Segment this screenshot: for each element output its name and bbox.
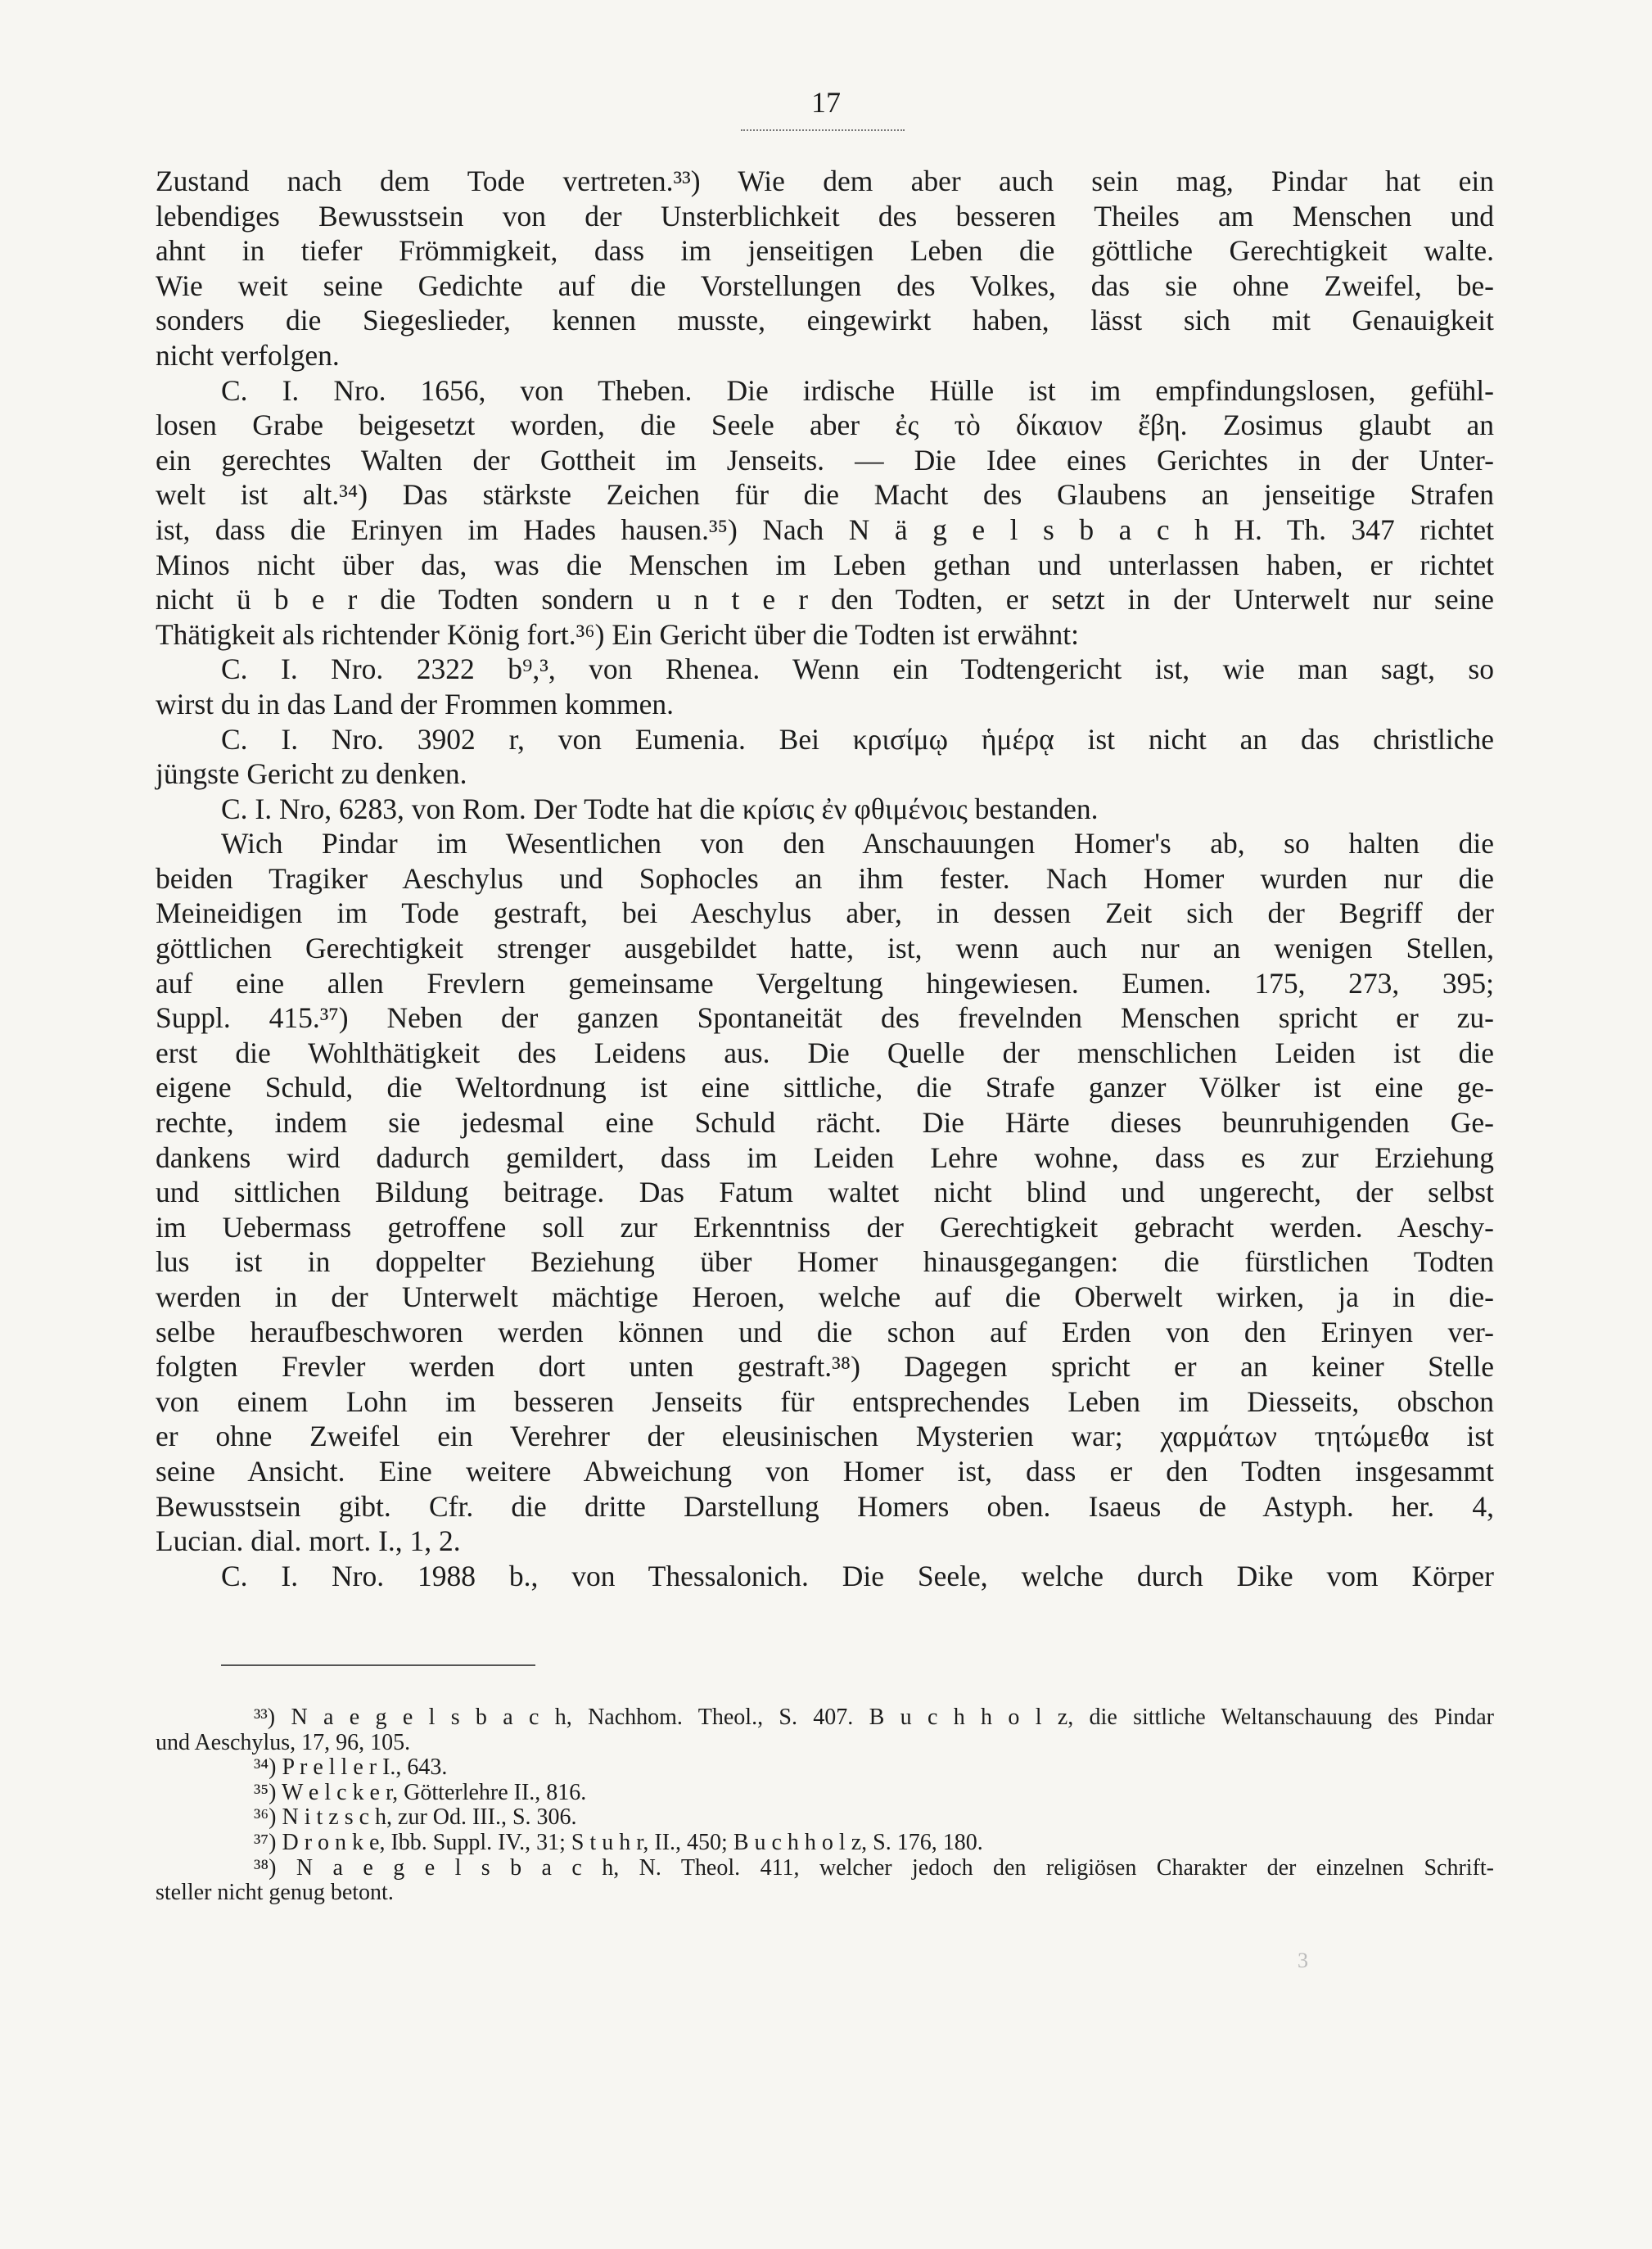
body-line: rechte, indem sie jedesmal eine Schuld rächt. Die Härte dieses beunruhigenden Ge- — [156, 1106, 1494, 1140]
footnote-line: ³⁵) W e l c k e r, Götterlehre II., 816. — [254, 1779, 587, 1805]
body-line: Suppl. 415.³⁷) Neben der ganzen Spontaneität des frevelnden Menschen spricht er zu- — [156, 1001, 1494, 1035]
corner-mark: 3 — [1298, 1949, 1308, 1972]
body-line: C. I. Nro, 6283, von Rom. Der Todte hat die κρίσις ἐν φθιμένοις bestanden. — [221, 792, 1099, 825]
body-line: werden in der Unterwelt mächtige Heroen, welche auf die Oberwelt wirken, ja in die- — [156, 1280, 1494, 1313]
body-line: auf eine allen Frevlern gemeinsame Vergeltung hingewiesen. Eumen. 175, 273, 395; — [156, 966, 1494, 1000]
body-line: Minos nicht über das, was die Menschen im Leben gethan und unterlassen haben, er richtet — [156, 548, 1494, 581]
body-line: erst die Wohlthätigkeit des Leidens aus. Die Quelle der menschlichen Leiden ist die — [156, 1036, 1494, 1069]
body-line: Wie weit seine Gedichte auf die Vorstellungen des Volkes, das sie ohne Zweifel, be- — [156, 269, 1494, 302]
body-line: selbe heraufbeschworen werden können und die schon auf Erden von den Erinyen ver- — [156, 1315, 1494, 1348]
footnote-line: ³⁷) D r o n k e, Ibb. Suppl. IV., 31; S t u h r, II., 450; B u c h h o l z, S. 176, 180. — [254, 1829, 983, 1855]
footnote-line: ³⁸) N a e g e l s b a c h, N. Theol. 411, welcher jedoch den religiösen Charakter der einzelnen Schrift- — [254, 1854, 1494, 1881]
body-line: seine Ansicht. Eine weitere Abweichung von Homer ist, dass er den Todten insgesammt — [156, 1454, 1494, 1488]
body-line: folgten Frevler werden dort unten gestraft.³⁸) Dagegen spricht er an keiner Stelle — [156, 1350, 1494, 1384]
body-line: C. I. Nro. 1656, von Theben. Die irdische Hülle ist im empfindungslosen, gefühl- — [221, 373, 1494, 407]
body-line: nicht ü b e r die Todten sondern u n t e r den Todten, er setzt in der Unterwelt nur seine — [156, 583, 1494, 616]
body-line: welt ist alt.³⁴) Das stärkste Zeichen für die Macht des Glaubens an jenseitige Strafen — [156, 478, 1494, 512]
body-line: lus ist in doppelter Beziehung über Homer hinausgegangen: die fürstlichen Todten — [156, 1245, 1494, 1279]
body-line: wirst du in das Land der Frommen kommen. — [156, 687, 674, 720]
body-line: dankens wird dadurch gemildert, dass im Leiden Lehre wohne, dass es zur Erziehung — [156, 1140, 1494, 1174]
body-line: Zustand nach dem Tode vertreten.³³) Wie dem aber auch sein mag, Pindar hat ein — [156, 165, 1494, 197]
footnote-line: steller nicht genug betont. — [156, 1880, 394, 1906]
body-line: Bewusstsein gibt. Cfr. die dritte Darstellung Homers oben. Isaeus de Astyph. her. 4, — [156, 1489, 1494, 1523]
body-line: C. I. Nro. 2322 b⁹,³, von Rhenea. Wenn ein Todtengericht ist, wie man sagt, so — [221, 653, 1494, 686]
body-text — [156, 164, 1494, 1593]
body-line: ahnt in tiefer Frömmigkeit, dass im jenseitigen Leben die göttliche Gerechtigkeit walte. — [156, 234, 1494, 268]
body-line: ein gerechtes Walten der Gottheit im Jenseits. — Die Idee eines Gerichtes in der Unter- — [156, 443, 1494, 476]
body-line: ist, dass die Erinyen im Hades hausen.³⁵) Nach N ä g e l s b a c h H. Th. 347 richtet — [156, 513, 1494, 546]
footnote-line: und Aeschylus, 17, 96, 105. — [156, 1729, 411, 1755]
body-line: und sittlichen Bildung beitrage. Das Fatum waltet nicht blind und ungerecht, der selbst — [156, 1176, 1494, 1209]
page-number: 17 — [811, 86, 841, 119]
body-line: beiden Tragiker Aeschylus und Sophocles an ihm fester. Nach Homer wurden nur die — [156, 861, 1494, 895]
body-line: jüngste Gericht zu denken. — [156, 757, 467, 791]
body-line: Wich Pindar im Wesentlichen von den Anschauungen Homer's ab, so halten die — [221, 827, 1494, 860]
footnote-line: ³⁴) P r e l l e r I., 643. — [254, 1754, 448, 1781]
body-line: er ohne Zweifel ein Verehrer der eleusinischen Mysterien war; χαρμάτων τητώμεθα ist — [156, 1420, 1494, 1453]
body-line: sonders die Siegeslieder, kennen musste, eingewirkt haben, lässt sich mit Genauigkeit — [156, 304, 1494, 337]
footnote-line: ³⁶) N i t z s c h, zur Od. III., S. 306. — [254, 1804, 577, 1831]
body-line: im Uebermass getroffene soll zur Erkenntniss der Gerechtigkeit gebracht werden. Aeschy- — [156, 1210, 1494, 1244]
body-line: Thätigkeit als richtender König fort.³⁶) Ein Gericht über die Todten ist erwähnt: — [156, 617, 1079, 651]
body-line: Meineidigen im Tode gestraft, bei Aeschylus aber, in dessen Zeit sich der Begriff der — [156, 896, 1494, 930]
body-line: C. I. Nro. 1988 b., von Thessalonich. Die Seele, welche durch Dike vom Körper — [221, 1559, 1494, 1592]
body-line: lebendiges Bewusstsein von der Unsterblichkeit des besseren Theiles am Menschen und — [156, 199, 1494, 233]
footnote-line: ³³) N a e g e l s b a c h, Nachhom. Theol., S. 407. B u c h h o l z, die sittliche Weltanschauung des Pindar — [254, 1705, 1494, 1730]
header-ornament-rule — [741, 129, 905, 131]
body-line: eigene Schuld, die Weltordnung ist eine sittliche, die Strafe ganzer Völker ist eine ge- — [156, 1071, 1494, 1104]
footnotes — [156, 1705, 1494, 1906]
body-line: Lucian. dial. mort. I., 1, 2. — [156, 1524, 461, 1558]
body-line: C. I. Nro. 3902 r, von Eumenia. Bei κρισίμῳ ἡμέρᾳ ist nicht an das christliche — [221, 722, 1494, 756]
footnote-separator — [221, 1664, 535, 1666]
body-line: losen Grabe beigesetzt worden, die Seele aber ἐς τὸ δίκαιον ἔβη. Zosimus glaubt an — [156, 409, 1494, 442]
body-line: von einem Lohn im besseren Jenseits für entsprechendes Leben im Diesseits, obschon — [156, 1384, 1494, 1418]
body-line: nicht verfolgen. — [156, 338, 340, 372]
body-line: göttlichen Gerechtigkeit strenger ausgebildet hatte, ist, wenn auch nur an wenigen Stellen, — [156, 932, 1494, 965]
